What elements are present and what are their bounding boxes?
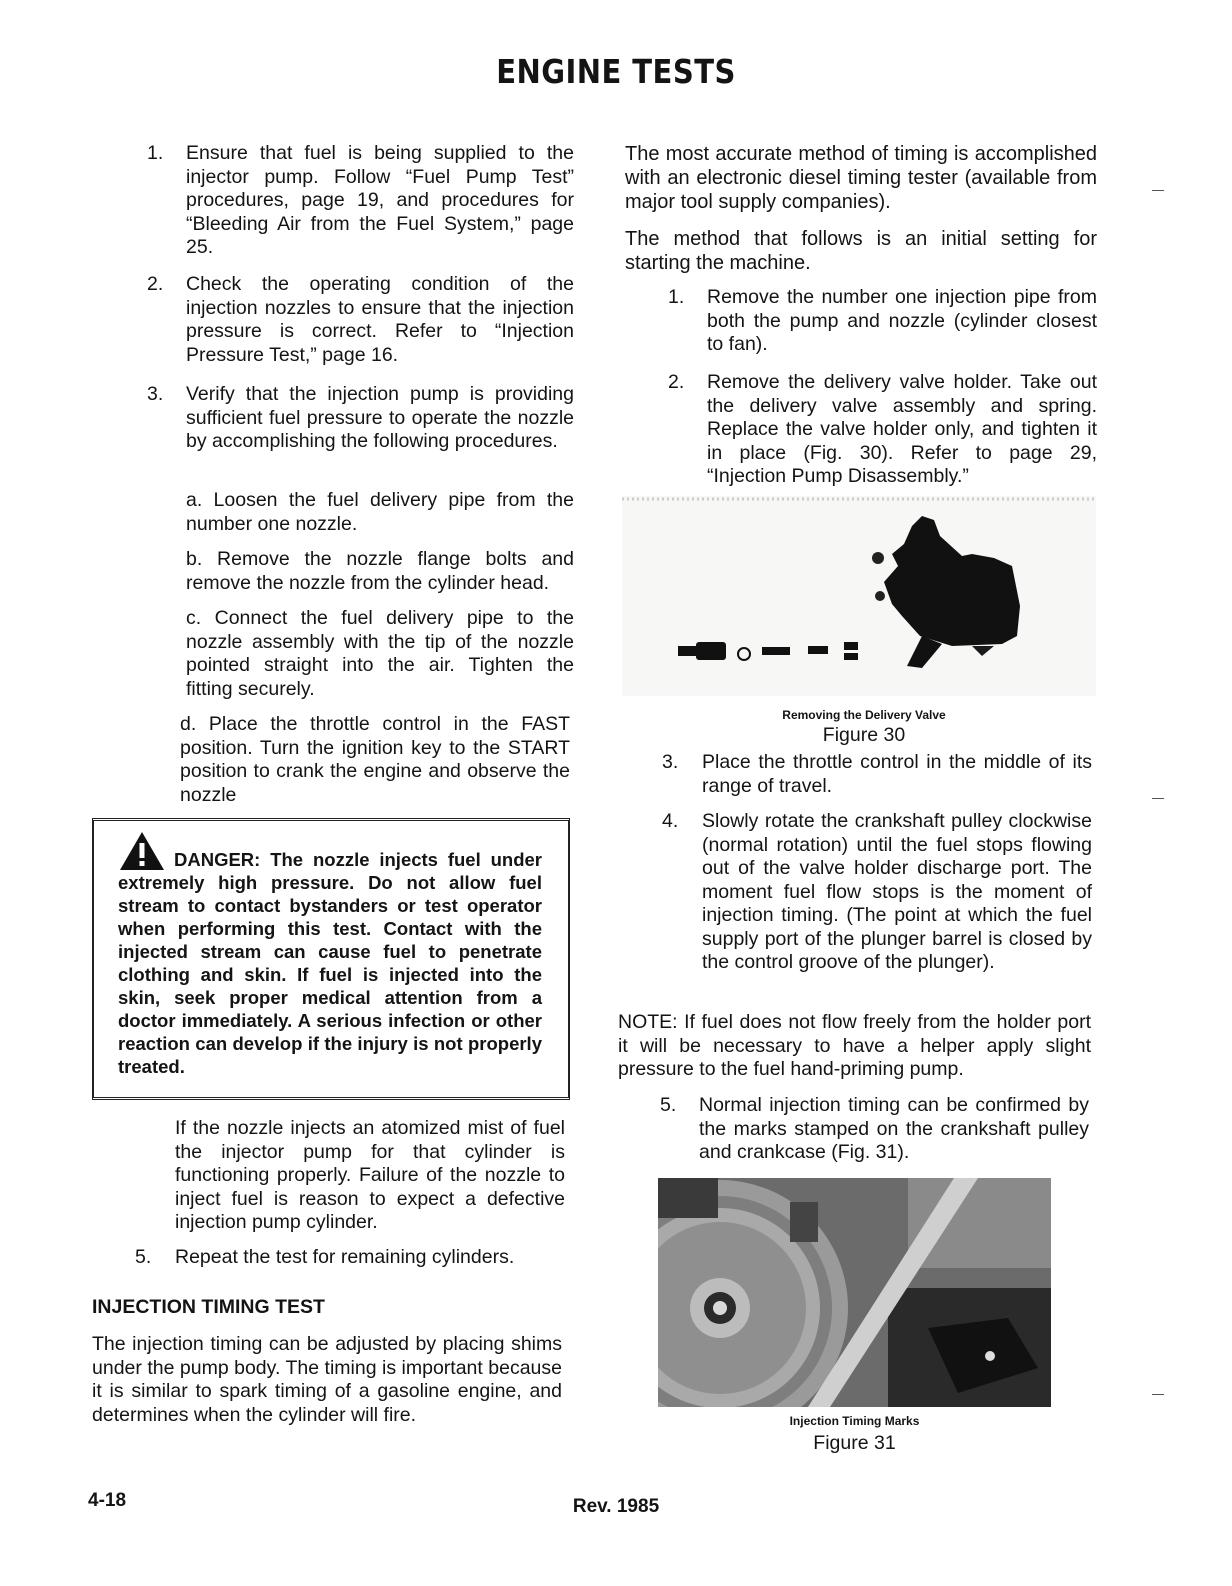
right-step-5-number: 5. <box>660 1094 677 1116</box>
substep-b: b. Remove the nozzle flange bolts and remove the nozzle from the cylinder head. <box>186 548 574 594</box>
right-step-1-number: 1. <box>668 286 685 308</box>
right-step-1-text: Remove the number one injection pipe from both the pump and nozzle (cylinder closest to fan). <box>707 286 1097 355</box>
left-step-5-text: Repeat the test for remaining cylinders. <box>175 1246 515 1268</box>
figure-30-photo <box>622 496 1096 696</box>
figure-30-caption: Removing the Delivery Valve <box>782 708 946 722</box>
step-1-number: 1. <box>147 142 164 164</box>
step-1-text: Ensure that fuel is being supplied to the injector pump. Follow “Fuel Pump Test” procedures, page 19, and procedures for “Bleeding Air from the Fuel System,” page 25. <box>186 142 574 258</box>
margin-mark <box>1152 190 1164 191</box>
step-3-text: Verify that the injection pump is providing sufficient fuel pressure to operate the nozzle by accomplishing the following procedures. <box>186 383 574 452</box>
figure-31-caption: Injection Timing Marks <box>789 1414 920 1428</box>
step-2-number: 2. <box>147 273 164 295</box>
section-heading: INJECTION TIMING TEST <box>92 1296 325 1318</box>
substep-c: c. Connect the fuel delivery pipe to the nozzle assembly with the tip of the nozzle pointed straight into the air. Tighten the fitting securely. <box>186 607 574 700</box>
revision-label: Rev. 1985 <box>572 1496 660 1517</box>
note-text: NOTE: If fuel does not flow freely from the holder port it will be necessary to have a helper apply slight pressure to the fuel hand-priming pump. <box>618 1011 1091 1080</box>
page-title: ENGINE TESTS <box>496 52 736 91</box>
figure-30-label: Figure 30 <box>822 724 906 746</box>
right-step-4-number: 4. <box>662 810 679 832</box>
figure-31-photo <box>658 1178 1051 1407</box>
page-number: 4-18 <box>88 1490 127 1511</box>
margin-mark <box>1152 1394 1164 1395</box>
step-2-text: Check the operating condition of the injection nozzles to ensure that the injection pressure is correct. Refer to “Injection Pressure Test,” page 16. <box>186 273 574 366</box>
right-step-3-number: 3. <box>662 751 679 773</box>
right-step-2-number: 2. <box>668 371 685 393</box>
substep-a: a. Loosen the fuel delivery pipe from the number one nozzle. <box>186 489 574 535</box>
intro-paragraph-2: The method that follows is an initial setting for starting the machine. <box>625 228 1097 274</box>
intro-paragraph-1: The most accurate method of timing is accomplished with an electronic diesel timing tester (available from major tool supply companies). <box>625 143 1097 213</box>
left-step-5-number: 5. <box>135 1246 152 1268</box>
right-step-4-text: Slowly rotate the crankshaft pulley clockwise (normal rotation) until the fuel stops flowing out of the valve holder discharge port. The moment fuel flow stops is the moment of injection timing. (The point at which the fuel supply port of the plunger barrel is closed by the control groove of the plunger). <box>702 810 1092 973</box>
substep-d: d. Place the throttle control in the FAST position. Turn the ignition key to the START position to crank the engine and observe the nozzle <box>180 713 570 806</box>
right-step-2-text: Remove the delivery valve holder. Take out the delivery valve assembly and spring. Replace the valve holder only, and tighten it in place (Fig. 30). Refer to page 29, “Injection Pump Disassembly.” <box>707 371 1097 487</box>
danger-warning-text: DANGER: The nozzle injects fuel under extremely high pressure. Do not allow fuel stream to contact bystanders or test operator when performing this test. Contact with the injected stream can cause fuel to penetrate clothing and skin. If fuel is injected into the skin, seek proper medical attention from a doctor immediately. A serious infection or other reaction can develop if the injury is not properly treated. <box>118 849 542 1077</box>
section-text: The injection timing can be adjusted by placing shims under the pump body. The timing is important because it is similar to spark timing of a gasoline engine, and determines when the cylinder will fire. <box>92 1333 562 1426</box>
after-danger-text: If the nozzle injects an atomized mist of fuel the injector pump for that cylinder is functioning properly. Failure of the nozzle to inject fuel is reason to expect a defective injection pump cylinder. <box>175 1117 565 1233</box>
step-3-number: 3. <box>147 383 164 405</box>
margin-mark <box>1152 798 1164 799</box>
right-step-3-text: Place the throttle control in the middle of its range of travel. <box>702 751 1092 797</box>
figure-31-label: Figure 31 <box>813 1432 896 1454</box>
right-step-5-text: Normal injection timing can be confirmed by the marks stamped on the crankshaft pulley and crankcase (Fig. 31). <box>699 1094 1089 1163</box>
